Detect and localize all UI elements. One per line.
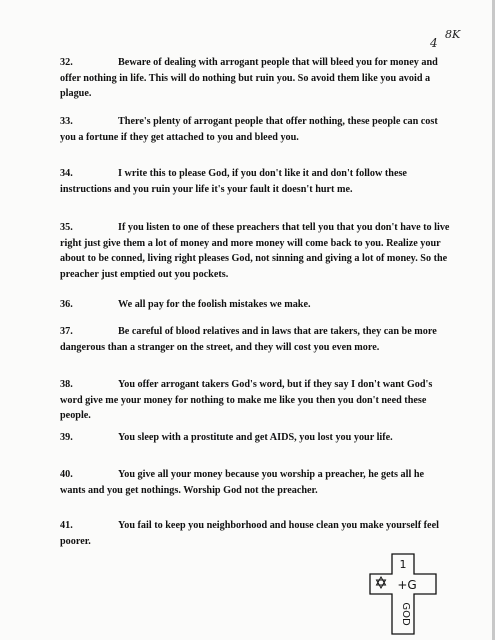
list-item [60, 518, 450, 549]
item-number: 33. [60, 116, 73, 127]
item-text: You fail to keep you neighborhood and house clean you make yourself feel poorer. [60, 520, 439, 547]
cross-top-text: 1 [399, 558, 407, 571]
item-text: You give all your money because you worship a preacher, he gets all he wants and you get nothings. Worship God not the preacher. [60, 469, 425, 496]
cross-center-text: +G [397, 578, 417, 592]
item-number: 41. [60, 520, 73, 531]
cross-drawing [368, 552, 438, 636]
signature-cross [368, 552, 438, 636]
list-item [60, 55, 450, 102]
item-text: I write this to please God, if you don't like it and don't follow these instructions and you ruin your life it's your fault it doesn't hurt me. [60, 168, 407, 195]
page-code-mark: 8K [445, 28, 461, 41]
item-text: Be careful of blood relatives and in laws that are takers, they can be more dangerous than a stranger on the street, and they will cost you even more. [60, 326, 437, 353]
item-text: Beware of dealing with arrogant people that will bleed you for money and offer nothing in life. This will do nothing but ruin you. So avoid them like you avoid a plague. [60, 57, 438, 99]
item-number: 35. [60, 222, 73, 233]
item-number: 40. [60, 469, 73, 480]
item-number: 38. [60, 379, 73, 390]
item-text: If you listen to one of these preachers that tell you that you don't have to live right just give them a lot of money and more money will come back to you. Realize your about to be conned, living right pleases God, not sinning and giving a lot of money. So the preacher just emptied out you pockets. [60, 222, 450, 280]
list-item [60, 430, 450, 446]
item-text: You sleep with a prostitute and get AIDS, you lost you your life. [118, 432, 393, 443]
item-number: 39. [60, 432, 73, 443]
cross-vertical-text: GOD [400, 602, 411, 626]
item-text: There's plenty of arrogant people that offer nothing, these people can cost you a fortune if they get attached to you and bleed you. [60, 116, 438, 143]
item-number: 34. [60, 168, 73, 179]
item-text: You offer arrogant takers God's word, but if they say I don't want God's word give me your money for nothing to make me like you then you don't need these people. [60, 379, 433, 421]
list-item [60, 166, 450, 197]
list-item [60, 324, 450, 355]
item-number: 37. [60, 326, 73, 337]
item-number: 32. [60, 57, 73, 68]
list-item [60, 220, 450, 282]
item-text: We all pay for the foolish mistakes we make. [118, 299, 311, 310]
list-item [60, 377, 450, 424]
page-number-mark: 4 [430, 36, 438, 50]
item-number: 36. [60, 299, 73, 310]
list-item [60, 297, 450, 313]
list-item [60, 467, 450, 498]
list-item [60, 114, 450, 145]
star-of-david-icon [377, 577, 386, 588]
